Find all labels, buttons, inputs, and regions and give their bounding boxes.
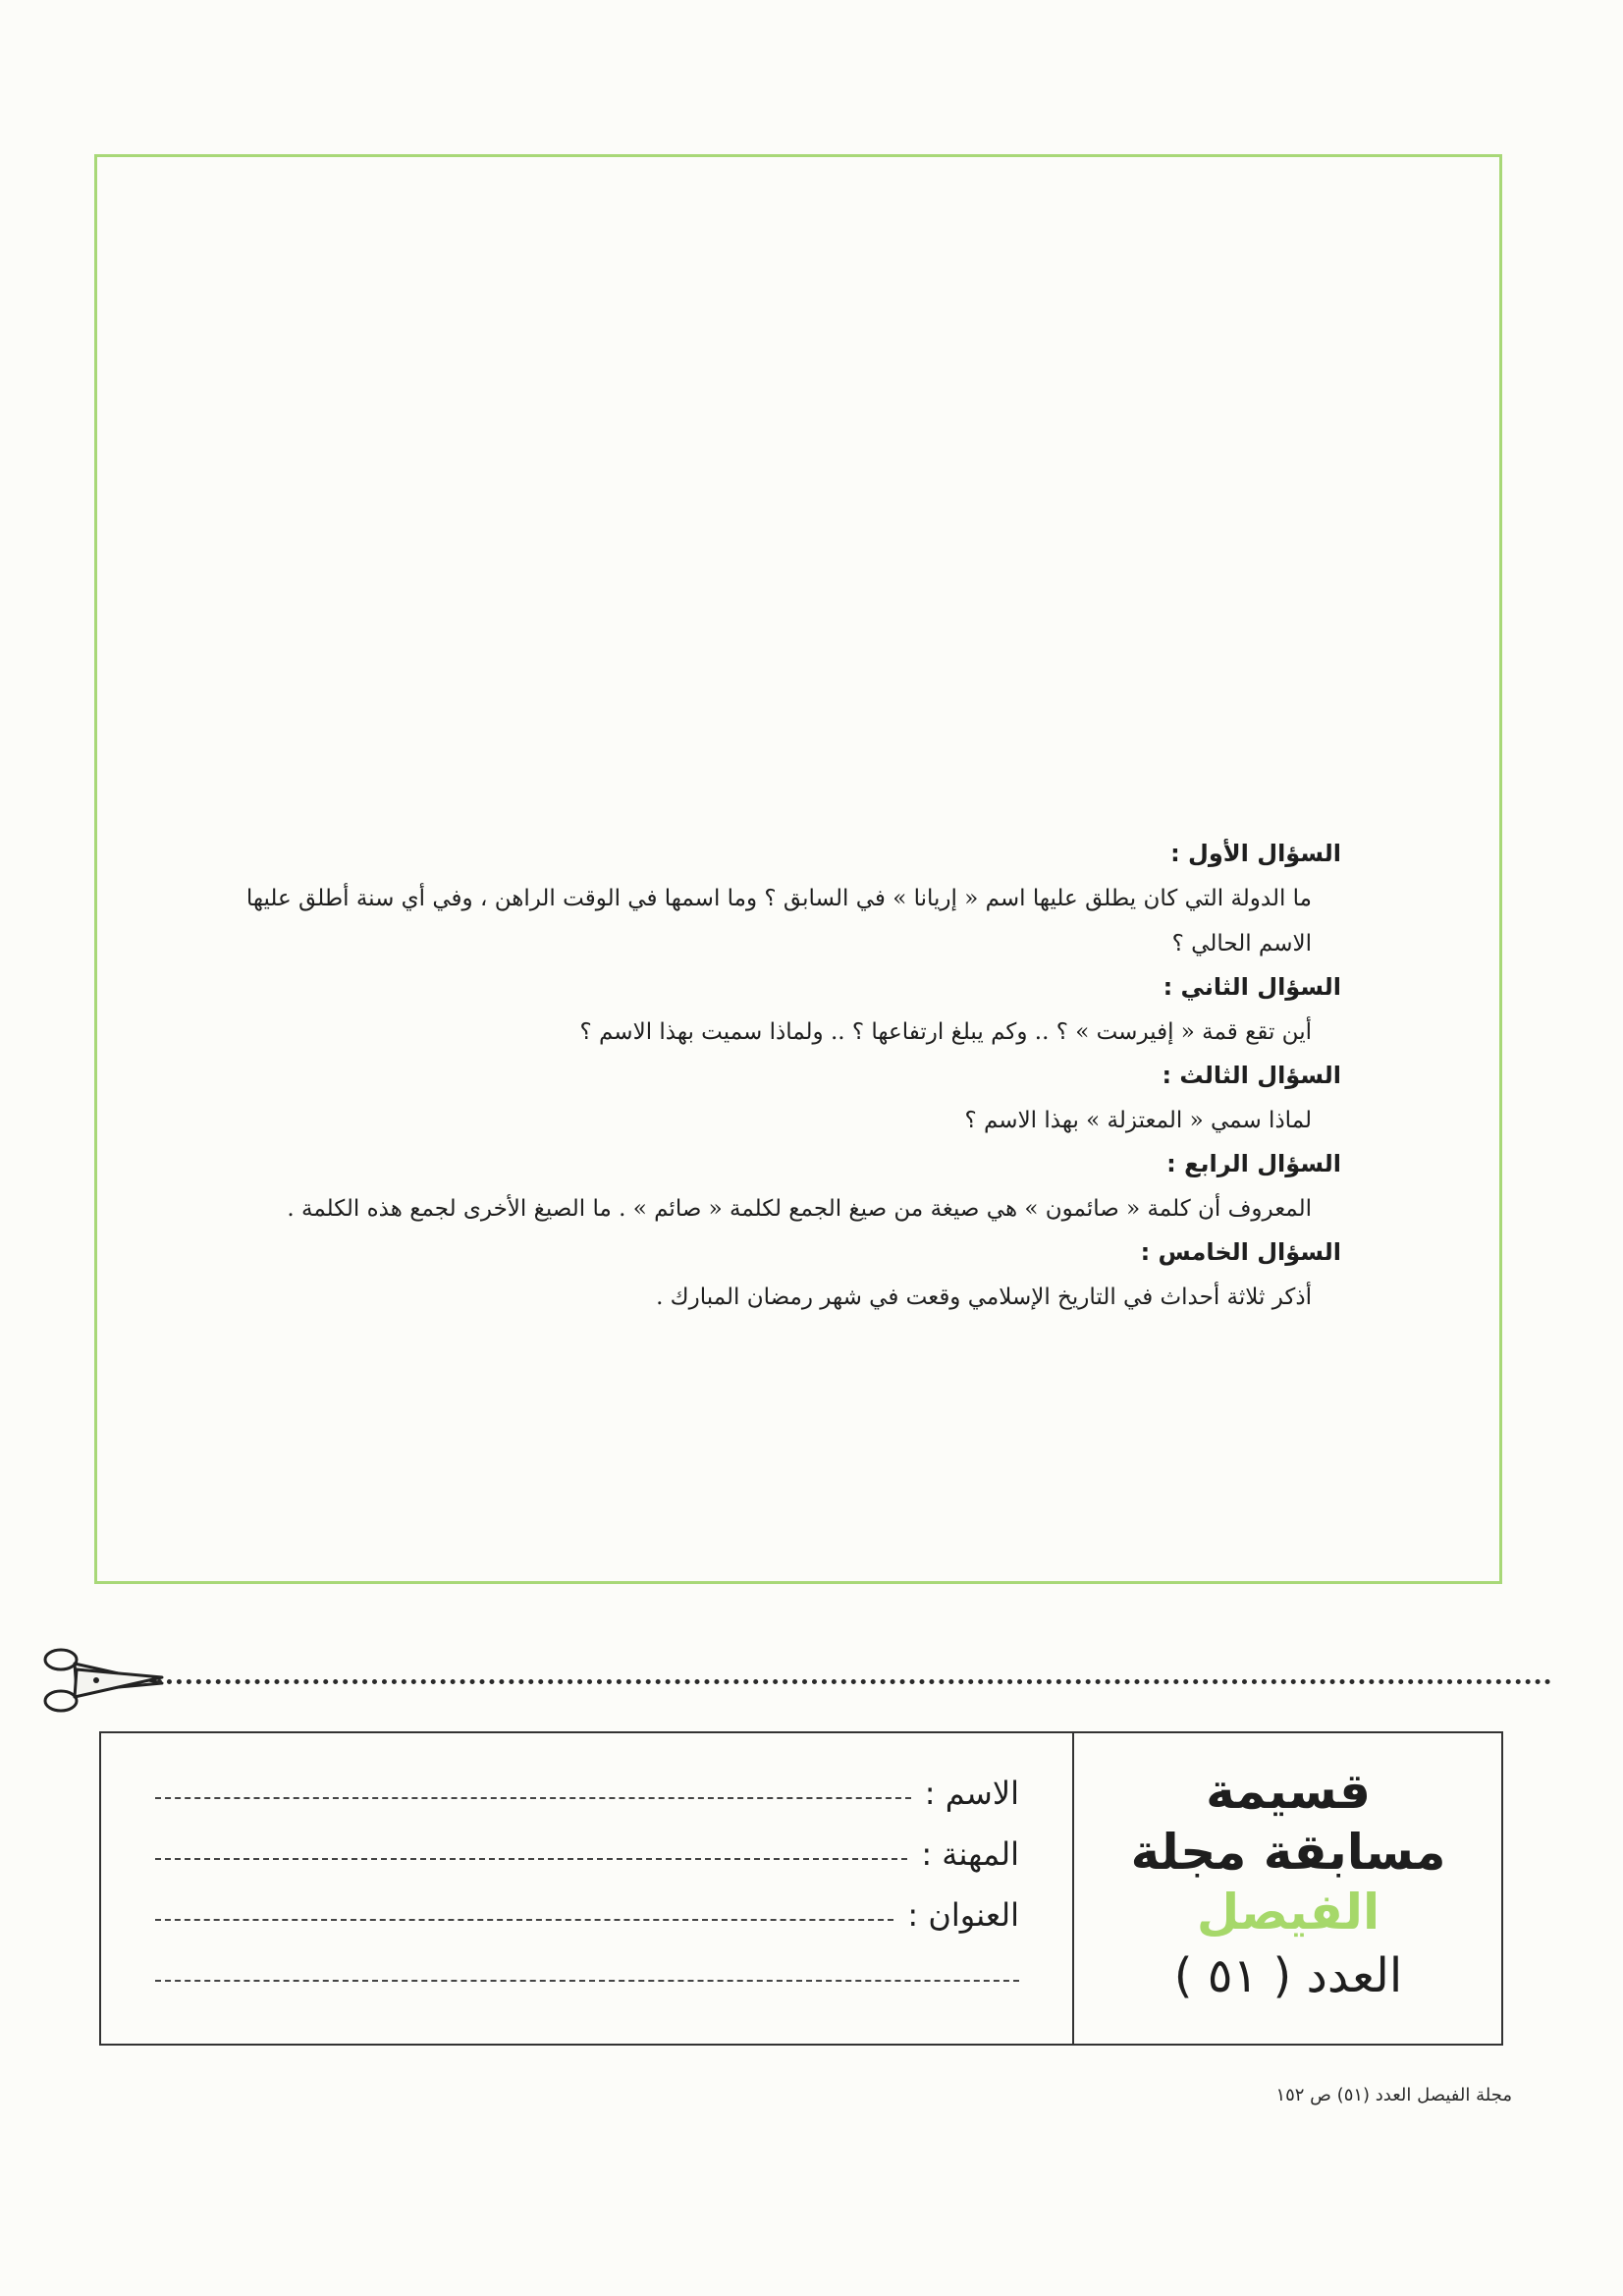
question-text: أذكر ثلاثة أحداث في التاريخ الإسلامي وقعت في شهر رمضان المبارك . [656, 1285, 1312, 1310]
coupon-title-line1: قسيمة [1206, 1763, 1371, 1820]
question-heading: السؤال الرابع : [1166, 1150, 1341, 1177]
address-line [155, 1919, 893, 1921]
cut-line-row [39, 1642, 1512, 1721]
question-heading: السؤال الثاني : [1163, 973, 1341, 1001]
address-label: العنوان : [907, 1896, 1019, 1934]
address-extra-line [155, 1980, 1019, 1982]
question-text: المعروف أن كلمة « صائمون » هي صيغة من صيغ الجمع لكلمة « صائم » . ما الصيغ الأخرى لجمع هذه الكلمة . [287, 1196, 1312, 1222]
page-footer: مجلة الفيصل العدد (٥١) ص ١٥٢ [1275, 2085, 1512, 2105]
address-extra-field[interactable] [155, 1945, 1019, 2006]
coupon-title-block [1073, 1733, 1503, 2044]
question-text: لماذا سمي « المعتزلة » بهذا الاسم ؟ [964, 1108, 1312, 1133]
questions-section [232, 835, 1341, 1322]
question-heading: السؤال الأول : [1170, 840, 1341, 867]
profession-label: المهنة : [921, 1835, 1019, 1873]
profession-field[interactable] [155, 1824, 1019, 1885]
question-text: أين تقع قمة « إفيرست » ؟ .. وكم يبلغ ارتفاعها ؟ .. ولماذا سميت بهذا الاسم ؟ [579, 1019, 1312, 1045]
dotted-cut-line [157, 1679, 1551, 1684]
name-field[interactable] [155, 1763, 1019, 1824]
scissors-icon [39, 1642, 167, 1721]
question-heading: السؤال الخامس : [1140, 1238, 1341, 1266]
issue-number: العدد ( ٥١ ) [1173, 1948, 1403, 2003]
question-3 [232, 1057, 1341, 1143]
coupon-title-line2: مسابقة مجلة [1130, 1824, 1446, 1881]
profession-line [155, 1858, 907, 1860]
name-line [155, 1797, 911, 1799]
question-4 [232, 1145, 1341, 1231]
question-text: ما الدولة التي كان يطلق عليها اسم « إريانا » في السابق ؟ وما اسمها في الوقت الراهن ، وفي أي سنة أطلق عليها الاسم الحالي ؟ [245, 886, 1312, 957]
question-2 [232, 968, 1341, 1055]
magazine-name: الفيصل [1196, 1884, 1380, 1941]
question-heading: السؤال الثالث : [1162, 1062, 1341, 1089]
name-label: الاسم : [924, 1775, 1019, 1812]
question-5 [232, 1233, 1341, 1320]
question-1 [232, 835, 1341, 966]
entry-coupon [99, 1731, 1503, 2046]
address-field[interactable] [155, 1885, 1019, 1945]
coupon-fields [155, 1763, 1019, 2006]
